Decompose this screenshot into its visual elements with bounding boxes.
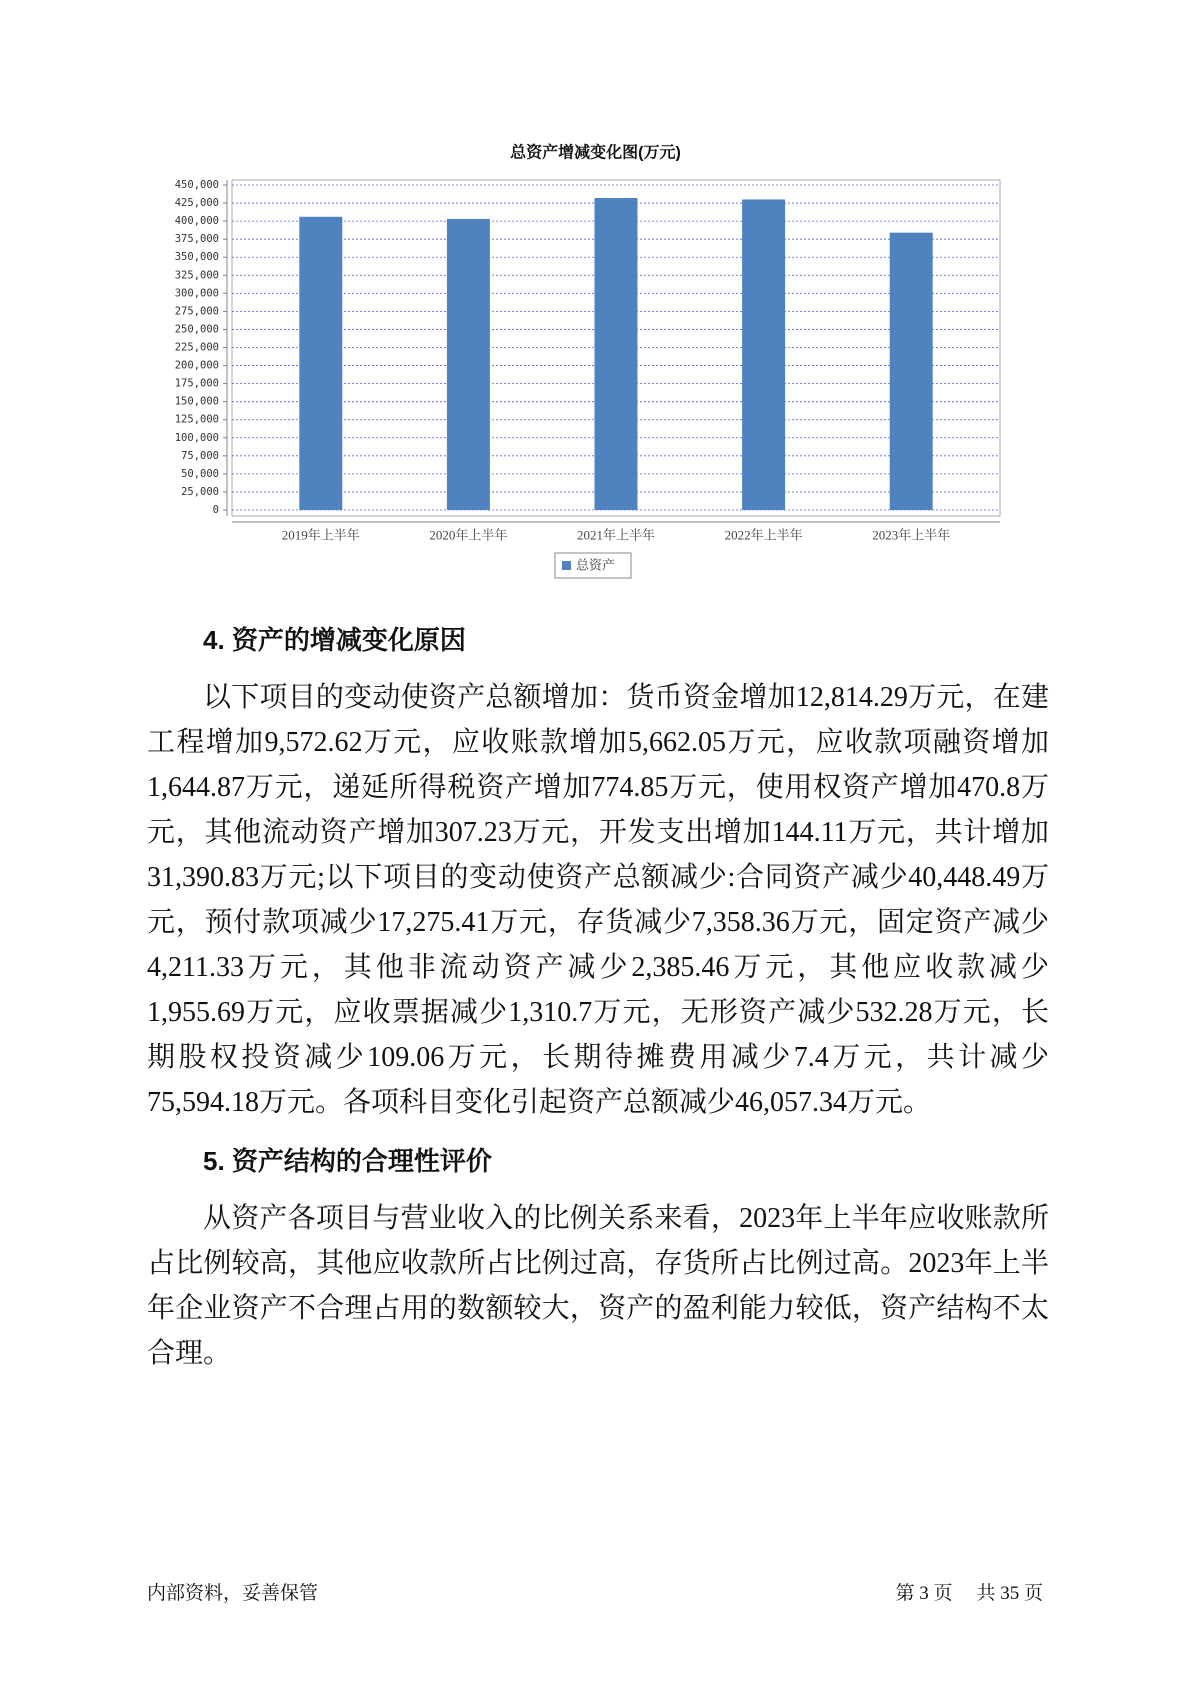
y-tick-labels bbox=[175, 179, 219, 516]
y-tick-label: 225,000 bbox=[174, 341, 219, 354]
total-assets-bar bbox=[742, 199, 785, 510]
x-tick-label: 2021年上半年 bbox=[576, 527, 656, 543]
confidential-note: 内部资料，妥善保管 bbox=[147, 1583, 319, 1604]
chart-title: 总资产增减变化图(万元) bbox=[510, 144, 681, 162]
y-tick-label: 375,000 bbox=[174, 233, 219, 246]
page-number bbox=[895, 1579, 1043, 1609]
y-tick-label: 75,000 bbox=[181, 449, 219, 462]
y-tick-label: 425,000 bbox=[174, 197, 219, 210]
y-tick-label: 175,000 bbox=[174, 377, 219, 390]
y-tick-label: 150,000 bbox=[174, 395, 219, 408]
section-5-heading: 5. 资产结构的合理性评价 bbox=[203, 1146, 492, 1176]
y-tick-label: 0 bbox=[212, 504, 219, 516]
x-tick-label: 2022年上半年 bbox=[724, 527, 803, 543]
x-tick-labels bbox=[282, 528, 950, 543]
y-tick-label: 400,000 bbox=[174, 215, 219, 228]
total-pages: 共 35 页 bbox=[976, 1583, 1043, 1604]
total-assets-bar bbox=[890, 233, 933, 510]
y-tick-label: 50,000 bbox=[181, 467, 219, 480]
legend-label: 总资产 bbox=[576, 558, 616, 574]
y-tick-label: 275,000 bbox=[174, 305, 219, 318]
y-ticks bbox=[223, 185, 227, 510]
total-assets-bar bbox=[299, 217, 342, 510]
y-tick-label: 250,000 bbox=[174, 323, 219, 336]
legend bbox=[555, 553, 631, 578]
section-5-paragraph: 从资产各项目与营业收入的比例关系来看，2023年上半年应收账款所占比例较高，其他应收款所占比例过高，存货所占比例过高。2023年上半年企业资产不合理占用的数额较大，资产的盈利能力较低，资产结构不太合理。 bbox=[147, 1203, 1049, 1369]
y-tick-label: 125,000 bbox=[174, 413, 219, 426]
total-assets-bar bbox=[595, 198, 638, 510]
total-assets-bar-chart bbox=[0, 0, 1191, 600]
section-4-paragraph: 以下项目的变动使资产总额增加：货币资金增加12,814.29万元，在建工程增加9,572.62万元，应收账款增加5,662.05万元，应收款项融资增加1,644.87万元，递延所得税资产增加774.85万元，使用权资产增加470.8万元，其他流动资产增加307.23万元，开发支出增加144.11万元，共计增加31,390.83万元;以下项目的变动使资产总额减少:合同资产减少40,448.49万元，预付款项减少17,275.41万元，存货减少7,358.36万元，固定资产减少4,211.33万元，其他非流动资产减少2,385.46万元，其他应收款减少1,955.69万元，应收票据减少1,310.7万元，无形资产减少532.28万元，长期股权投资减少109.06万元，长期待摊费用减少7.4万元，共计减少75,594.18万元。各项科目变化引起资产总额减少46,057.34万元。 bbox=[147, 682, 1049, 1118]
x-tick-label: 2019年上半年 bbox=[281, 527, 360, 543]
y-tick-label: 450,000 bbox=[174, 179, 219, 191]
y-tick-label: 200,000 bbox=[174, 359, 219, 372]
y-tick-label: 25,000 bbox=[181, 485, 219, 498]
x-tick-label: 2023年上半年 bbox=[872, 527, 951, 543]
section-4-heading: 4. 资产的增减变化原因 bbox=[203, 625, 466, 655]
y-tick-label: 350,000 bbox=[174, 251, 219, 264]
report-body bbox=[147, 620, 1049, 1392]
legend-swatch bbox=[562, 561, 571, 570]
page-footer bbox=[147, 1579, 1043, 1609]
y-tick-label: 100,000 bbox=[174, 431, 219, 444]
y-tick-label: 325,000 bbox=[174, 269, 219, 282]
current-page: 第 3 页 bbox=[895, 1583, 953, 1604]
y-tick-label: 300,000 bbox=[174, 287, 219, 300]
total-assets-bar bbox=[447, 219, 490, 510]
x-tick-label: 2020年上半年 bbox=[429, 527, 508, 543]
